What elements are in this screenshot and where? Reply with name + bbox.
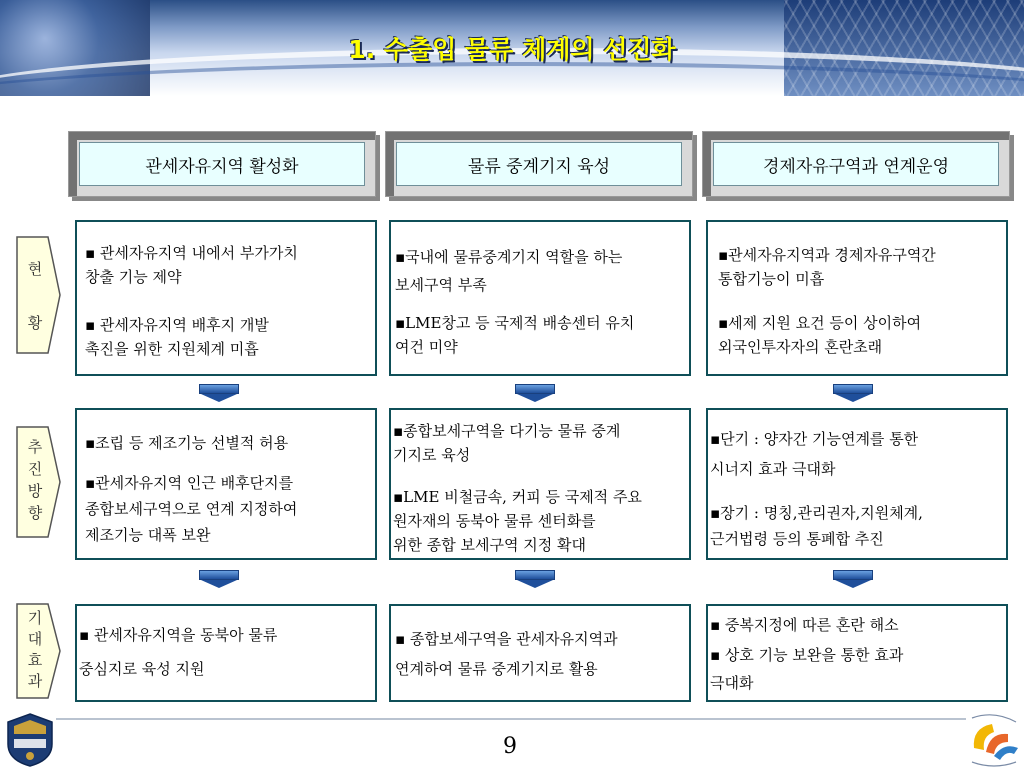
side-label-current — [16, 236, 60, 354]
direction-line: 위한 종합 보세구역 지정 확대 — [393, 536, 586, 554]
effect-line: ▪ 종합보세구역을 관세자유지역과 — [395, 630, 618, 648]
direction-line: 시너지 효과 극대화 — [710, 460, 836, 478]
side-label-char: 방 — [27, 482, 43, 500]
side-label-char: 과 — [27, 672, 43, 690]
korea-customs-logo — [4, 712, 56, 768]
side-label-char: 현 — [27, 260, 43, 278]
column-header-1 — [68, 131, 376, 197]
direction-box-2 — [389, 408, 691, 560]
side-label-direction — [16, 426, 60, 538]
side-label-char: 효 — [27, 651, 43, 669]
down-arrow-icon — [833, 570, 873, 590]
direction-line: ▪LME 비철금속, 커피 등 국제적 주요 — [393, 488, 642, 506]
direction-line: 기지로 육성 — [393, 446, 471, 464]
status-line: 보세구역 부족 — [395, 276, 487, 294]
column-header-2 — [385, 131, 693, 197]
direction-line: ▪관세자유지역 인근 배후단지를 — [85, 474, 294, 492]
status-line: ▪국내에 물류중계기지 역할을 하는 — [395, 248, 623, 266]
effect-line: ▪ 상호 기능 보완을 통한 효과 — [710, 646, 904, 664]
status-line: ▪LME창고 등 국제적 배송센터 유치 — [395, 314, 635, 332]
column-header-3 — [702, 131, 1010, 197]
side-label-char: 황 — [27, 314, 43, 332]
direction-line: 종합보세구역으로 연계 지정하여 — [85, 500, 298, 518]
status-line: ▪관세자유지역과 경제자유구역간 — [718, 246, 936, 264]
page-number: 9 — [503, 734, 517, 759]
effect-line: ▪ 중복지정에 따른 혼란 해소 — [710, 616, 899, 634]
down-arrow-icon — [199, 570, 239, 590]
effect-line: 연계하여 물류 중계기지로 활용 — [395, 660, 598, 678]
direction-line: 근거법령 등의 통폐합 추진 — [710, 530, 884, 548]
down-arrow-icon — [515, 570, 555, 590]
direction-box-3 — [706, 408, 1008, 560]
direction-line: ▪단기 : 양자간 기능연계를 통한 — [710, 430, 919, 448]
footer-divider — [56, 718, 966, 720]
column-header-label: 경제자유구역과 연계운영 — [713, 142, 999, 186]
effect-line: 중심지로 육성 지원 — [79, 660, 205, 678]
direction-line: 제조기능 대폭 보완 — [85, 526, 211, 544]
effect-box-2 — [389, 604, 691, 702]
status-line: ▪세제 지원 요건 등이 상이하여 — [718, 314, 922, 332]
side-label-char: 진 — [27, 460, 43, 478]
side-label-char: 향 — [27, 504, 43, 522]
column-header-label: 물류 중계기지 육성 — [396, 142, 682, 186]
status-line: ▪ 관세자유지역 배후지 개발 — [85, 316, 269, 334]
direction-line: 원자재의 동북아 물류 센터화를 — [393, 512, 596, 530]
status-line: ▪ 관세자유지역 내에서 부가가치 — [85, 244, 298, 262]
direction-box-1 — [75, 408, 377, 560]
effect-box-1 — [75, 604, 377, 702]
side-label-char: 기 — [27, 609, 43, 627]
direction-line: ▪종합보세구역을 다기능 물류 중계 — [393, 422, 621, 440]
effect-box-3 — [706, 604, 1008, 702]
side-label-char: 추 — [27, 438, 43, 456]
status-line: 촉진을 위한 지원체계 미흡 — [85, 340, 259, 358]
effect-line: 극대화 — [710, 674, 754, 692]
slide-title: 1. 수출입 물류 체계의 선진화 — [348, 35, 676, 64]
down-arrow-icon — [515, 384, 555, 404]
customs-service-emblem — [964, 712, 1022, 768]
down-arrow-icon — [199, 384, 239, 404]
side-label-char: 대 — [27, 630, 43, 648]
side-label-effect — [16, 603, 60, 699]
column-header-label: 관세자유지역 활성화 — [79, 142, 365, 186]
status-box-2 — [389, 220, 691, 376]
direction-line: ▪장기 : 명칭,관리권자,지원체계, — [710, 504, 923, 522]
effect-line: ▪ 관세자유지역을 동북아 물류 — [79, 626, 278, 644]
down-arrow-icon — [833, 384, 873, 404]
status-box-3 — [706, 220, 1008, 376]
direction-line: ▪조립 등 제조기능 선별적 허용 — [85, 434, 289, 452]
status-line: 통합기능이 미흡 — [718, 270, 825, 288]
status-line: 외국인투자자의 혼란초래 — [718, 338, 883, 356]
status-box-1 — [75, 220, 377, 376]
chevron-label-shape — [16, 236, 62, 354]
status-line: 창출 기능 제약 — [85, 268, 182, 286]
status-line: 여건 미약 — [395, 338, 458, 356]
